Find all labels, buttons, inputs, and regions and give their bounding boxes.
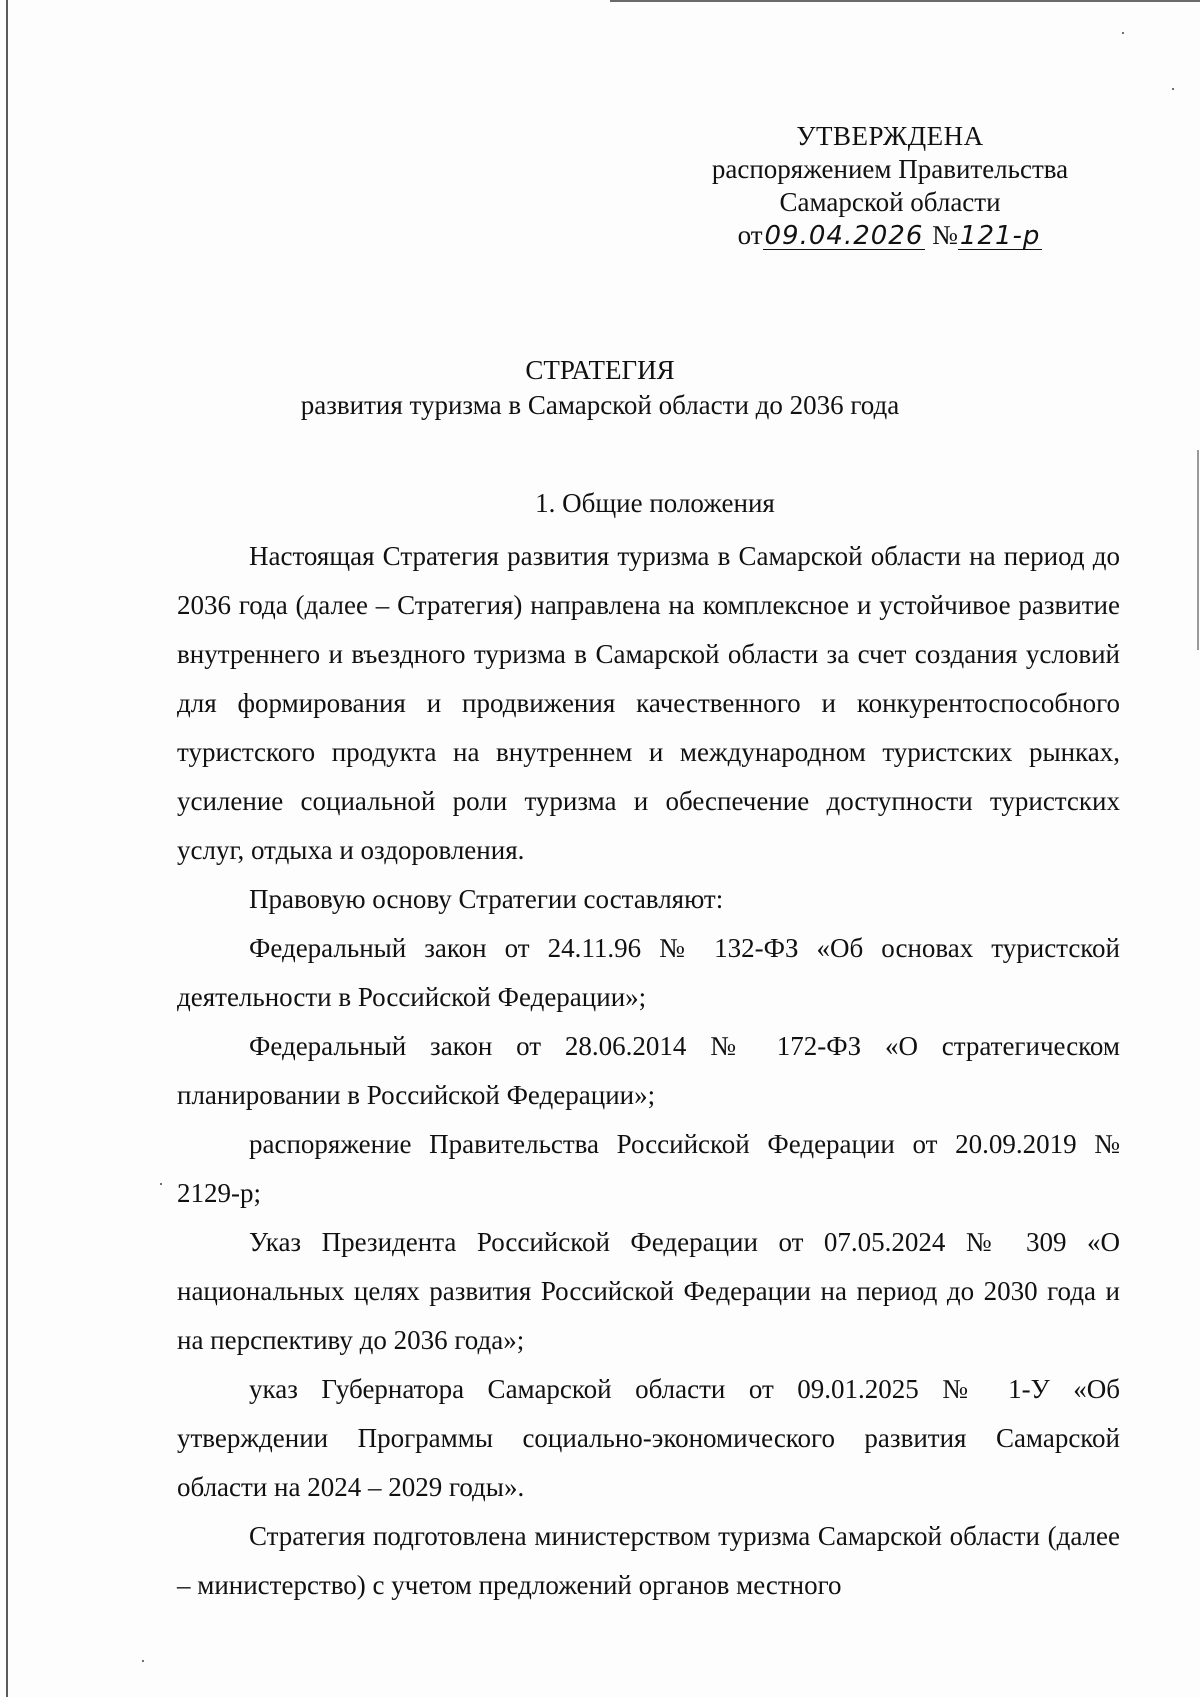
paragraph: Настоящая Стратегия развития туризма в Самарской области на период до 2036 года (далее – Стратегия) направлена на комплексное и устойчивое развитие внутреннего и въездного туризма в Самарской области за счет создания условий для формирования и продвижения качественного и конкурентоспособного туристского продукта на внутреннем и международном туристских рынках, усиление социальной роли туризма и обеспечение доступности туристских услуг, отдыха и оздоровления. <box>177 541 1120 865</box>
number-blank <box>958 222 1043 250</box>
approval-line-2: Самарской области <box>779 187 1001 217</box>
scan-speck <box>1172 88 1174 90</box>
scan-edge-top <box>610 0 1200 2</box>
date-prefix: от <box>737 220 763 250</box>
date-blank <box>763 222 926 250</box>
section-heading: 1. Общие положения <box>535 488 775 518</box>
approval-block <box>680 120 1100 252</box>
paragraph: Указ Президента Российской Федерации от 07.05.2024 № 309 «О национальных целях развития Российской Федерации на период до 2030 года и на перспективу до 2036 года»; <box>177 1227 1120 1355</box>
paragraph: Правовую основу Стратегии составляют: <box>249 884 724 914</box>
scan-speck <box>160 1183 162 1185</box>
document-subtitle: развития туризма в Самарской области до 2036 года <box>300 390 900 420</box>
paragraph: Стратегия подготовлена министерством туризма Самарской области (далее – министерство) с учетом предложений органов местного <box>177 1521 1120 1600</box>
approval-title: УТВЕРЖДЕНА <box>796 121 984 151</box>
body-text <box>177 532 1120 1610</box>
number-prefix: № <box>932 220 958 250</box>
paragraph: указ Губернатора Самарской области от 09.01.2025 № 1-У «Об утверждении Программы социально-экономического развития Самарской области на 2024 – 2029 годы». <box>177 1374 1120 1502</box>
scan-speck <box>142 1660 144 1662</box>
handwritten-number: 121-р <box>959 221 1041 251</box>
document-title: СТРАТЕГИЯ <box>525 355 675 385</box>
paragraph: Федеральный закон от 24.11.96 № 132-ФЗ «Об основах туристской деятельности в Российской Федерации»; <box>177 933 1120 1012</box>
scan-speck <box>1122 32 1124 34</box>
scan-edge-left <box>6 0 8 1697</box>
approval-date-line <box>680 219 1100 252</box>
scan-edge-right <box>1197 450 1199 650</box>
paragraph: распоряжение Правительства Российской Федерации от 20.09.2019 № 2129-р; <box>177 1129 1120 1208</box>
approval-line-1: распоряжением Правительства <box>711 154 1069 184</box>
paragraph: Федеральный закон от 28.06.2014 № 172-ФЗ «О стратегическом планировании в Российской Федерации»; <box>177 1031 1120 1110</box>
handwritten-date: 09.04.2026 <box>764 221 924 251</box>
